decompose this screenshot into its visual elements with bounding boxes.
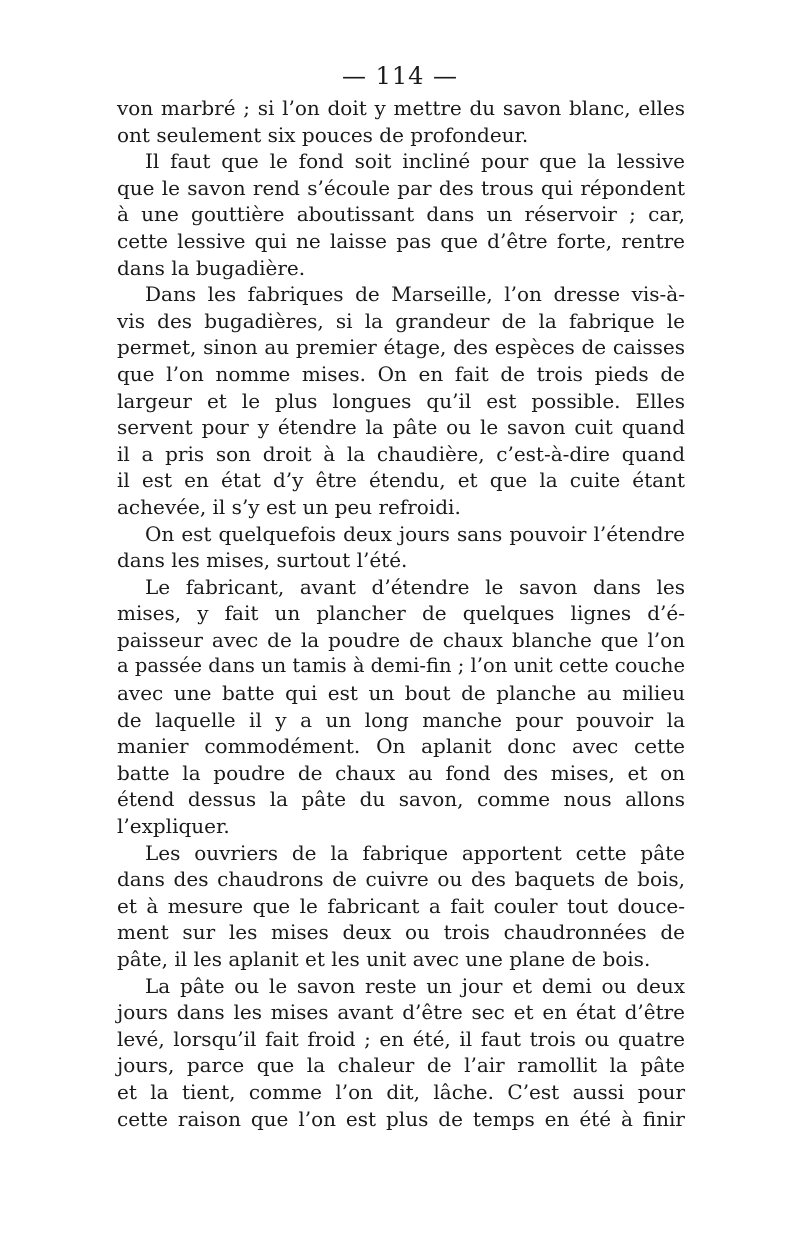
text-line: étend dessus la pâte du savon, comme nous allons <box>117 787 685 812</box>
text-line: dans la bugadière. <box>117 255 306 280</box>
text-line: largeur et le plus longues qu’il est possible. Elles <box>117 388 685 413</box>
text-line: il est en état d’y être étendu, et que la cuite étant <box>117 468 685 493</box>
text-line: l’expliquer. <box>117 814 230 839</box>
text-line: pâte, il les aplanit et les unit avec une plane de bois. <box>117 947 651 971</box>
text-line: et à mesure que le fabricant a fait couler tout douce- <box>117 893 685 918</box>
text-line: jours dans les mises avant d’être sec et en état d’être <box>117 1000 685 1025</box>
text-line: permet, sinon au premier étage, des espèces de caisses <box>117 335 685 360</box>
text-line: et la tient, comme l’on dit, lâche. C’est aussi pour <box>117 1079 685 1104</box>
text-line: ont seulement six pouces de profondeur. <box>117 122 529 147</box>
text-line: La pâte ou le savon reste un jour et demi ou deux <box>145 973 685 998</box>
text-line: à une gouttière aboutissant dans un réservoir ; car, <box>117 202 685 227</box>
text-line: a passée dans un tamis à demi-fin ; l’on unit cette couche <box>117 654 685 678</box>
text-line: que le savon rend s’écoule par des trous qui répondent <box>117 175 685 200</box>
text-line: jours, parce que la chaleur de l’air ramollit la pâte <box>117 1053 685 1078</box>
text-line: dans les mises, surtout l’été. <box>117 548 408 573</box>
text-line: il a pris son droit à la chaudière, c’est-à-dire quand <box>117 441 685 466</box>
text-line: vis des bugadières, si la grandeur de la fabrique le <box>117 308 685 333</box>
text-line: von marbré ; si l’on doit y mettre du savon blanc, elles <box>117 96 685 120</box>
page-number-header: — 114 — <box>341 62 459 90</box>
text-line: avec une batte qui est un bout de planche au milieu <box>117 681 685 706</box>
text-line: paisseur avec de la poudre de chaux blanche que l’on <box>117 627 685 652</box>
text-line: de laquelle il y a un long manche pour pouvoir la <box>117 707 685 732</box>
text-line: achevée, il s’y est un peu refroidi. <box>117 494 461 519</box>
text-line: Les ouvriers de la fabrique apportent cette pâte <box>145 840 685 865</box>
text-line: cette lessive qui ne laisse pas que d’être forte, rentre <box>117 228 685 253</box>
text-line: mises, y fait un plancher de quelques lignes d’é- <box>117 601 685 626</box>
text-line: cette raison que l’on est plus de temps en été à finir <box>117 1106 685 1131</box>
text-line: Dans les fabriques de Marseille, l’on dresse vis-à- <box>145 282 685 307</box>
text-line: Le fabricant, avant d’étendre le savon dans les <box>145 574 685 599</box>
text-line: manier commodément. On aplanit donc avec cette <box>117 734 685 759</box>
text-line: Il faut que le fond soit incliné pour que la lessive <box>145 149 685 174</box>
text-line: batte la poudre de chaux au fond des mises, et on <box>117 760 685 785</box>
text-line: servent pour y étendre la pâte ou le savon cuit quand <box>117 415 685 440</box>
text-line: ment sur les mises deux ou trois chaudronnées de <box>117 920 685 945</box>
body-text <box>117 95 685 1132</box>
text-line: dans des chaudrons de cuivre ou des baquets de bois, <box>117 867 685 892</box>
text-line: levé, lorsqu’il fait froid ; en été, il faut trois ou quatre <box>117 1026 685 1051</box>
text-line: que l’on nomme mises. On en fait de trois pieds de <box>117 361 685 386</box>
text-line: On est quelquefois deux jours sans pouvoir l’étendre <box>145 521 685 546</box>
